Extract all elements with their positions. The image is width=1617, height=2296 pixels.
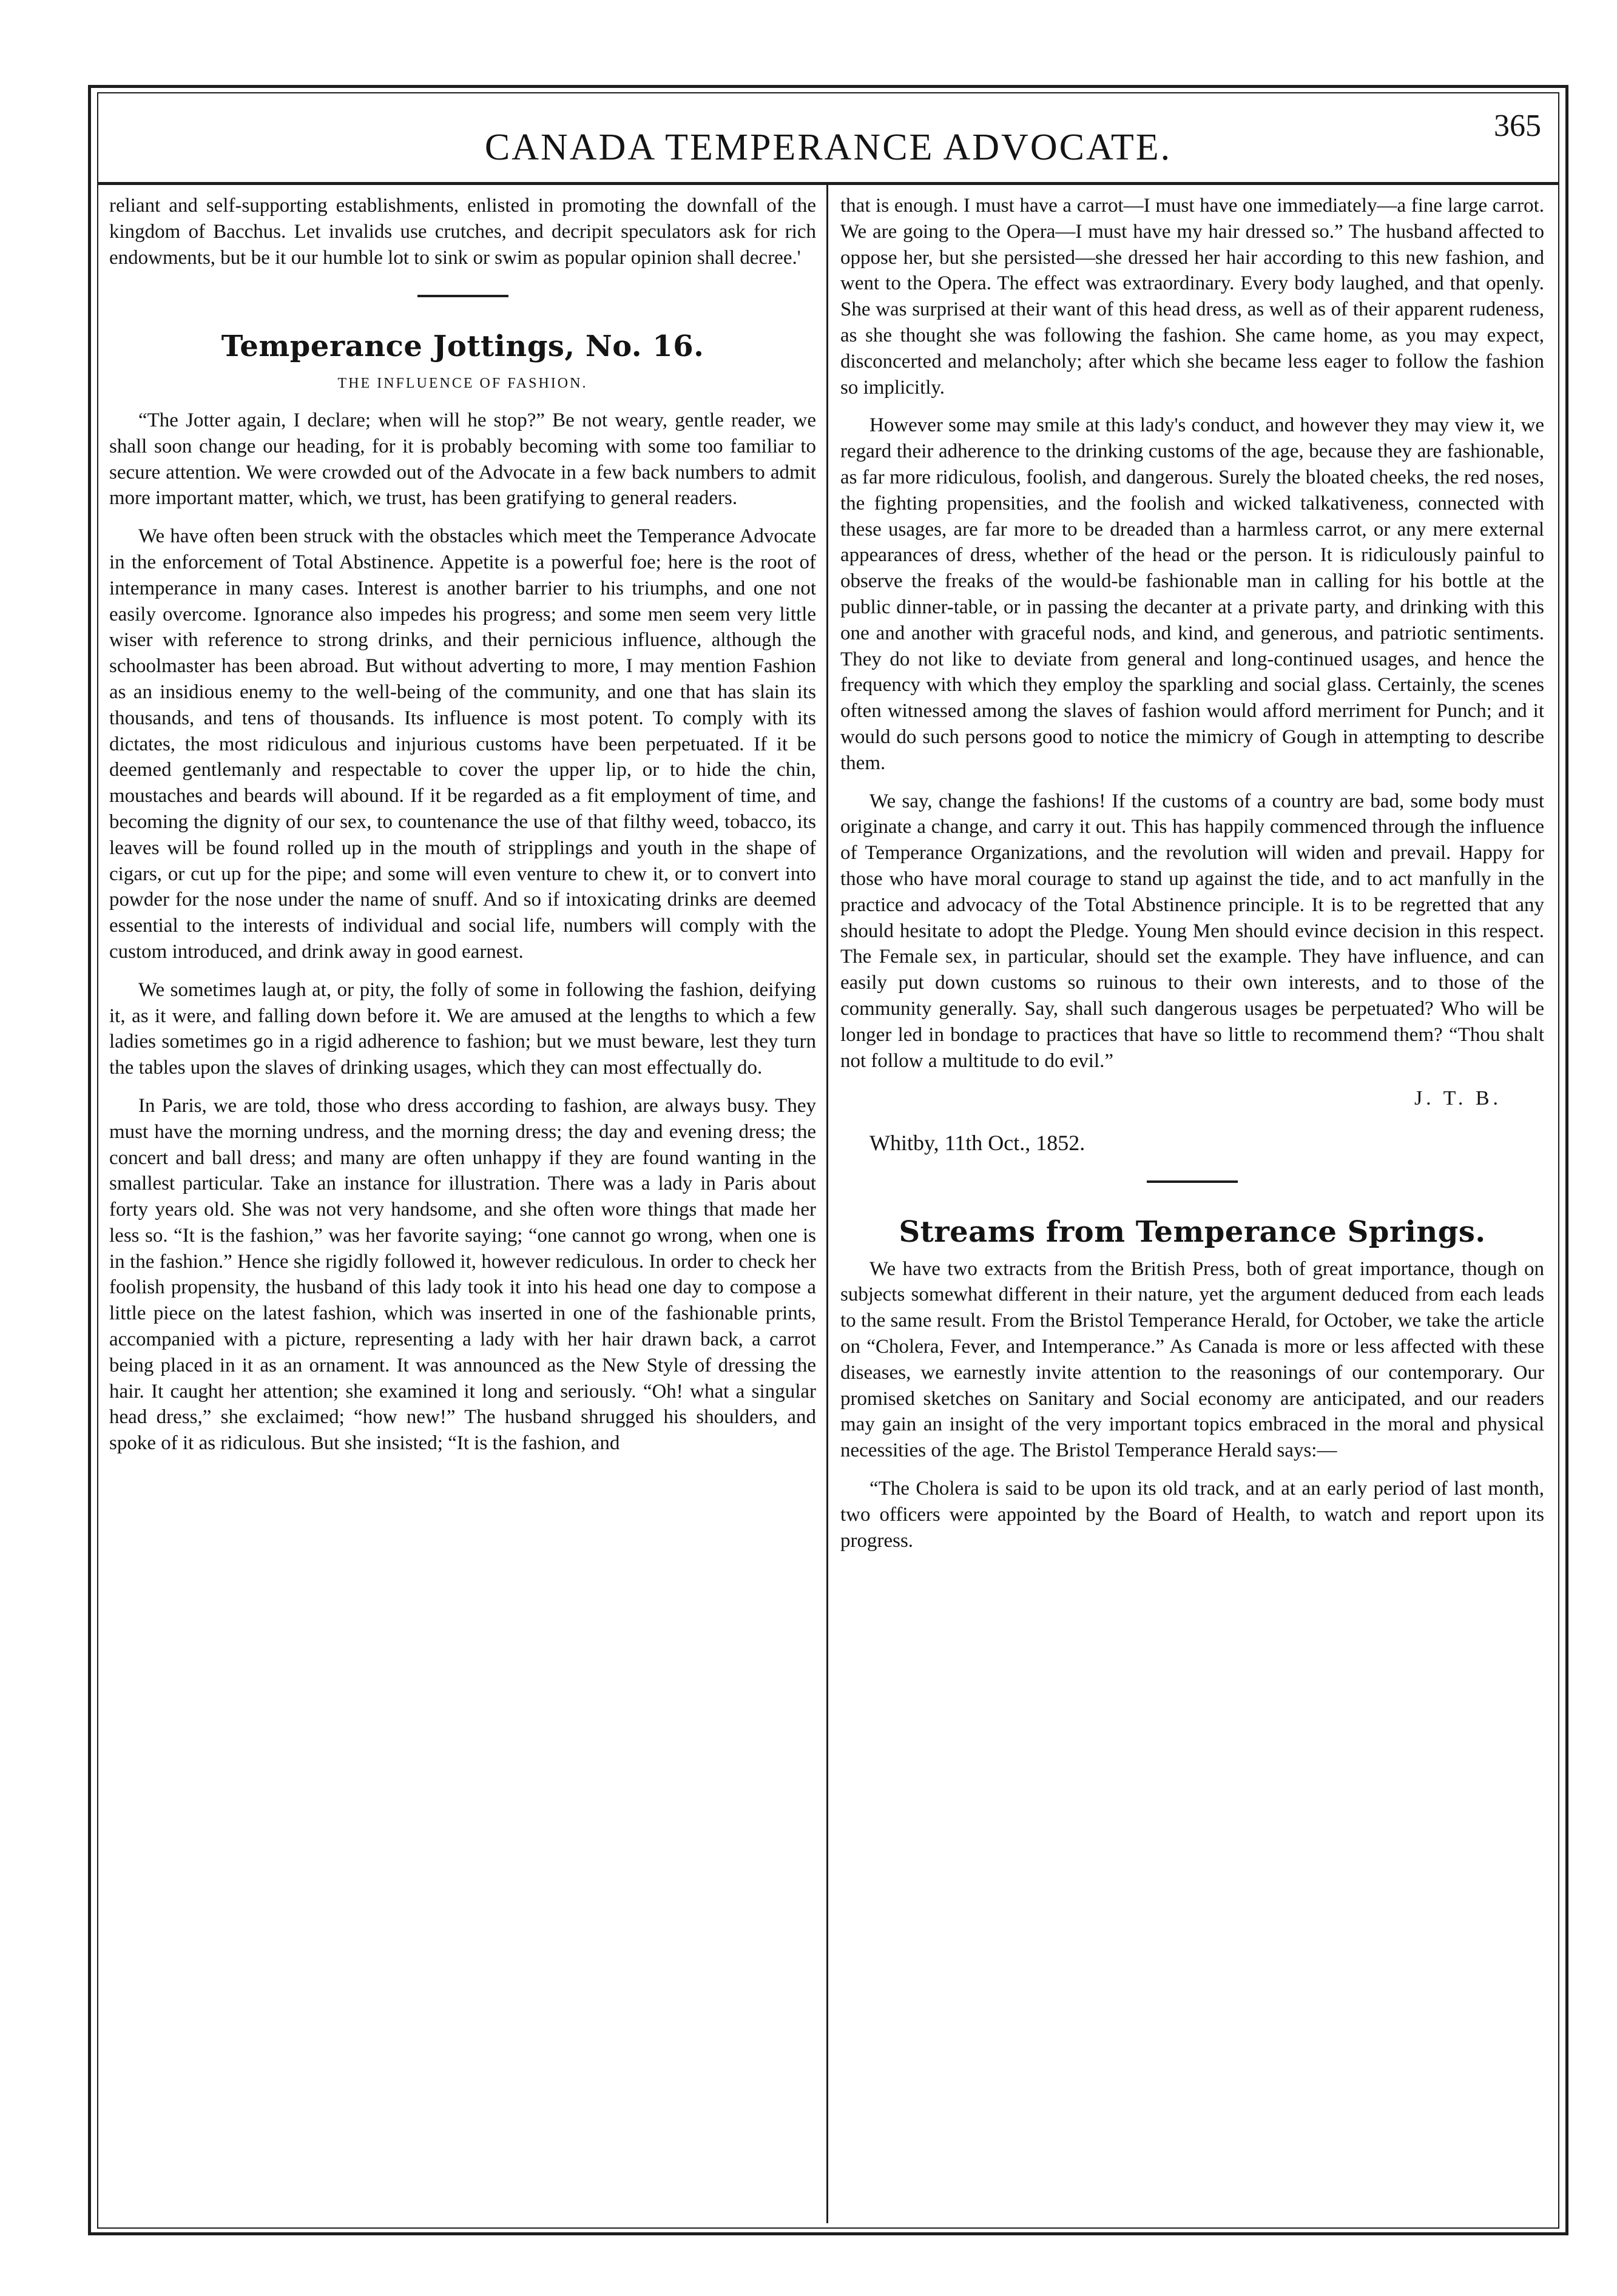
section-divider (1147, 1180, 1238, 1183)
paragraph: We have often been struck with the obstacles which meet the Temperance Advocate in the enforcement of Total Abstinence. Appetite is a powerful foe; here is the root of intemperance in many cases. Interest is another barrier to his triumphs, and one not easily overcome. Ignorance also impedes his progress; and some men seem very little wiser with reference to strong drinks, and their pernicious influence, although the schoolmaster has been abroad. But without adverting to more, I may mention Fashion as an insidious enemy to the well-being of the community, and one that has slain its thousands, and tens of thousands. Its influence is most potent. To comply with its dictates, the most ridiculous and injurious customs have been perpetuated. If it be deemed gentlemanly and respectable to cover the upper lip, or to hide the chin, moustaches and beards will abound. If it be regarded as a fit employment of time, and becoming the dignity of our sex, to countenance the use of that filthy weed, tobacco, its leaves will be found rolled up in the mouth of stripplings and youth in the shape of cigars, or cut up for the pipe; and some will even venture to chew it, or to convert into powder for the nose under the name of snuff. And so if intoxicating drinks are deemed essential to the interests of individual and social life, numbers will comply with the custom introduced, and drink away in good earnest. (109, 525, 816, 963)
dateline: Whitby, 11th Oct., 1852. (869, 1131, 1085, 1156)
journal-title: CANADA TEMPERANCE ADVOCATE. (484, 127, 1172, 168)
paragraph: We sometimes laugh at, or pity, the folly of some in following the fashion, deifying it, as it were, and falling down before it. We are amused at the lengths to which a few ladies sometimes go in a rigid adherence to fashion; but we must beware, lest they turn the tables upon the slaves of drinking usages, which they can most effectually do. (109, 978, 816, 1079)
right-column (840, 193, 1544, 1566)
paragraph: We have two extracts from the British Press, both of great importance, though on subjects somewhat different in their nature, yet the argument deduced from each leads to the same result. From the Bristol Temperance Herald, for October, we take the article on “Cholera, Fever, and Intemperance.” As Canada is more or less affected with these diseases, we earnestly invite attention to the reasonings of our contemporary. Our promised sketches on Sanitary and Social economy are anticipated, and our readers may gain an insight of the very important topics embraced in the moral and physical necessities of the age. The Bristol Temperance Herald says:— (840, 1257, 1544, 1462)
paragraph: We say, change the fashions! If the customs of a country are bad, some body must originate a change, and carry it out. This has happily commenced through the influence of Temperance Organizations, and the revolution will widen and prevail. Happy for those who have moral courage to stand up against the tide, and to act manfully in the practice and advocacy of the Total Abstinence principle. It is to be regretted that any should hesitate to adopt the Pledge. Young Men should evince decision in this respect. The Female sex, in particular, should set the example. They have influence, and can easily put down customs so ruinous to their own interests, and to those of the community generally. Say, shall such dangerous usages be perpetuated? Who will be longer led in bondage to practices that have so little to recommend them? “Thou shalt not follow a multitude to do evil.” (840, 790, 1544, 1072)
paragraph: “The Jotter again, I declare; when will he stop?” Be not weary, gentle reader, we shall soon change our heading, for it is probably becoming with some too familiar to secure attention. We were crowded out of the Advocate in a few back numbers to admit more important matter, which, we trust, has been gratifying to general readers. (109, 409, 816, 510)
paragraph: In Paris, we are told, those who dress according to fashion, are always busy. They must have the morning undress, and the morning dress; the day and evening dress; the concert and ball dress; and many are often unhappy if they are found wanting in the smallest particular. Take an instance for illustration. There was a lady in Paris about forty years old. She was not very handsome, and she often wore things that made her less so. “It is the fashion,” was her favorite saying; “one cannot go wrong, when one is in the fashion.” Hence she rigidly followed it, however rediculous. In order to check her foolish propensity, the husband of this lady took it into his head one day to compose a little piece on the latest fashion, which was inserted in one of the fashionable prints, accompanied with a picture, representing a lady with her hair drawn back, a carrot being placed in it as an ornament. It was announced as the New Style of dressing the hair. It caught her attention; she examined it long and seriously. “Oh! what a singular head dress,” she exclaimed; “how new!” The husband shrugged his shoulders, and spoke of it as ridiculous. But she insisted; “It is the fashion, and (109, 1094, 816, 1455)
page-number: 365 (1494, 109, 1541, 143)
paragraph: “The Cholera is said to be upon its old track, and at an early period of last month, two officers were appointed by the Board of Health, to watch and report upon its progress. (840, 1478, 1544, 1552)
article-subtitle: THE INFLUENCE OF FASHION. (337, 375, 588, 392)
article-title: Temperance Jottings, No. 16. (221, 329, 704, 364)
left-column (109, 193, 816, 1469)
author-signature: J. T. B. (1414, 1087, 1502, 1110)
paragraph: However some may smile at this lady's conduct, and however they may view it, we regard their adherence to the drinking customs of the age, because they are fashionable, as far more ridiculous, foolish, and dangerous. Surely the bloated cheeks, the red noses, the fighting propensities, and the foolish and wicked talkativeness, connected with these usages, are far more to be dreaded than a harmless carrot, or any mere external appearances of dress, whether of the head or the person. It is ridiculously painful to observe the freaks of the would-be fashionable man in calling for his bottle at the public dinner-table, or in passing the decanter at a private party, and drinking with this one and another with graceful nods, and kind, and generous, and patriotic sentiments. They do not like to deviate from general and long-continued usages, and hence the frequency with which they employ the sparkling and social glass. Certainly, the scenes often witnessed among the slaves of fashion would afford merriment for Punch; and it would do such persons good to notice the mimicry of Gough in attempting to describe them. (840, 414, 1544, 774)
header-rule (97, 182, 1559, 185)
continued-paragraph: that is enough. I must have a carrot—I must have one immediately—a fine large carrot. We are going to the Opera—I must have my hair dressed so.” The husband affected to oppose her, but she persisted—she dressed her hair according to this new fashion, and went to the Opera. The effect was extraordinary. Every body laughed, and that openly. She was surprised at their want of this head dress, as well as of their apparent rudeness, as she thought she was following the fashion. She came home, as you may expect, disconcerted and melancholy; after which she became less eager to follow the fashion so implicitly. (840, 195, 1544, 399)
page-header (97, 108, 1559, 181)
column-divider (826, 185, 828, 2223)
article-title: Streams from Temperance Springs. (899, 1214, 1486, 1249)
continued-paragraph: reliant and self-supporting establishments, enlisted in promoting the downfall of the kingdom of Bacchus. Let invalids use crutches, and decripit speculators ask for rich endowments, but be it our humble lot to sink or swim as popular opinion shall decree.' (109, 195, 816, 269)
section-divider (417, 295, 508, 297)
